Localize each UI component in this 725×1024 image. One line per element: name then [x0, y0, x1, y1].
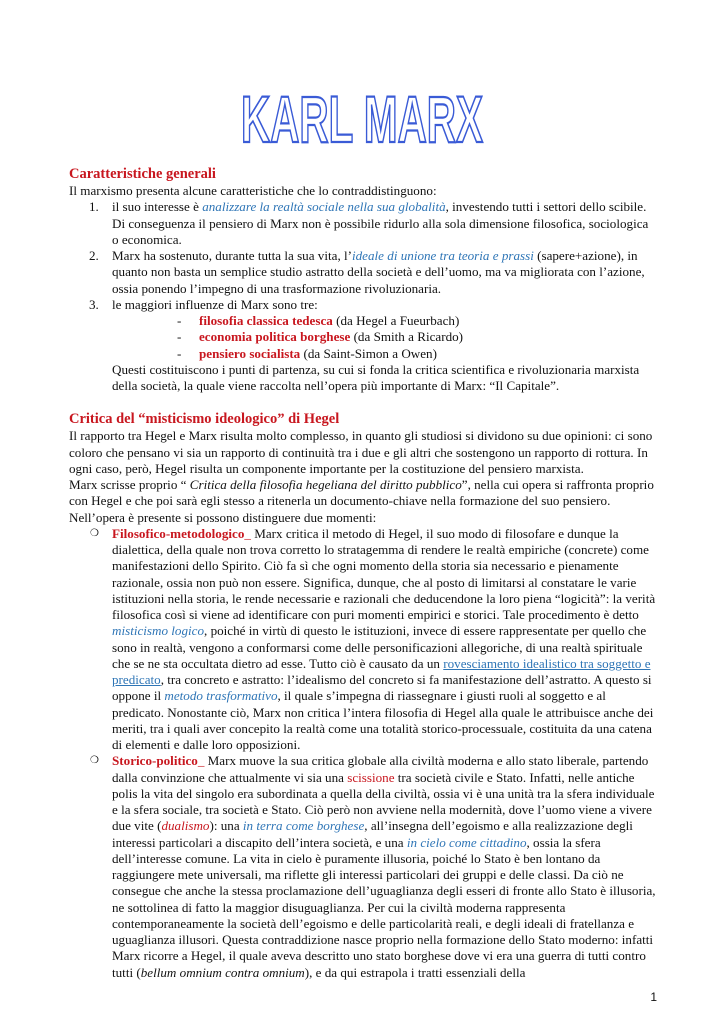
moment-label: Storico-politico	[112, 753, 198, 769]
influence-name: filosofia classica tedesca	[199, 313, 333, 328]
moment-item: ❍ Filosofico-metodologico_ Marx critica il metodo di Hegel, il suo modo di filosofare e dunque la dialettica, della quale non trova corretto lo stratagemma di rendere le realtà empiriche (concrete) come manifestazioni dello Spirito. Ciò fa sì che ogni momento della storia sia necessario e pienamente razionale, ossia non può non essere. Significa, dunque, che al posto di limitarsi al constatare le varie istituzioni nella storia, le rende necessarie e razionali che deducendone la loro piena “logicità”: la verità filosofica così si viene ad identificare con puri momenti empirici e storici. Tale procedimento è detto misticismo logico, poiché in virtù di questo le istituzioni, invece di essere rappresentate per quello che sono in realtà, vengono a conformarsi come delle personificazioni allegoriche, di una realtà spirituale che se ne sta occultata dietro ad esse. Tutto ciò è causato da un rovesciamento idealistico tra soggetto e predicato, tra concreto e astratto: l’idealismo del concreto si fa manifestazione dell’astratto. A questo si oppone il metodo trasformativo, il quale s’impegna di riassegnare i giusti ruoli al soggetto e al predicato. Nonostante ciò, Marx non critica l’intera filosofia di Hegel alla quale le attribuisce anche dei meriti, tra i quali aver concepito la realtà come una totalità storico-processuale, costituita da una catena di elementi e dalle loro opposizioni.	[90, 525, 656, 752]
paragraph: Marx scrisse proprio “ Critica della filosofia hegeliana del diritto pubblico”, nella cui opera si raffronta proprio con Hegel e che poi sarà egli stesso a ritenerla un documento-chiave nella formazione del suo pensiero. Nell’opera è presente si possono distinguere due momenti:	[69, 477, 654, 525]
keyword: dualismo	[161, 818, 210, 834]
influence-item: - economia politica borghese (da Smith a Ricardo)	[177, 329, 464, 345]
moments-list	[69, 526, 657, 981]
influence-name: economia politica borghese	[199, 329, 351, 345]
item-number: 3.	[89, 296, 99, 312]
highlight-text: analizzare la realtà sociale nella sua globalità	[202, 199, 446, 215]
keyword: in cielo come cittadino	[406, 834, 527, 850]
moment-label: Filosofico-metodologico	[112, 525, 245, 541]
page-number: 1	[650, 990, 657, 1004]
bullet-circle-icon: ❍	[90, 527, 99, 539]
paragraph: Il rapporto tra Hegel e Marx risulta molto complesso, in quanto gli studiosi si dividono su due opinioni: ci sono coloro che pensano vi sia un rapporto di continuità tra i due e gli altri che sostengono un rapporto di rottura. In ogni caso, però, Hegel risulta un componente importante per la costituzione del pensiero marxista.	[69, 428, 653, 476]
section-intro: Il marxismo presenta alcune caratteristiche che lo contraddistinguono:	[69, 183, 437, 198]
bullet-circle-icon: ❍	[90, 755, 99, 767]
item-number: 2.	[89, 248, 99, 263]
section-closing: Questi costituiscono i punti di partenza, su cui si fonda la critica scientifica e rivoluzionaria marxista della società, la quale viene raccolta nell’opera più importante di Marx: “Il Capitale”.	[112, 361, 640, 393]
title-wordart	[0, 84, 725, 146]
list-item: 2. Marx ha sostenuto, durante tutta la sua vita, l’ideale di unione tra teoria e prassi (sapere+azione), in quanto non basta un semplice studio astratto della società e dell’uomo, ma va migliorata con l’azione, ossia ponendo l’impegno di una trasformazione rivoluzionaria.	[89, 248, 645, 296]
characteristics-list	[69, 199, 657, 313]
document-body	[69, 166, 657, 981]
section-heading-general: Caratteristiche generali	[69, 166, 216, 182]
moment-item: ❍ Storico-politico_ Marx muove la sua critica globale alla civiltà moderna e allo stato liberale, partendo dalla convinzione che attualmente vi sia una scissione tra società civile e Stato. Infatti, nelle antiche polis la vita del singolo era subordinata a quella della civiltà, ossia vi è una unità tra la sfera individuale e la sfera sociale, tra società e Stato. Ciò però non avviene nella modernità, dove l’uomo viene a vivere due vite (dualismo): una in terra come borghese, all’insegna dell’egoismo e alla realizzazione degli interessi particolari a discapito dell’intera società, e una in cielo come cittadino, ossia la sfera dell’interesse comune. La vita in cielo è puramente illusoria, poiché lo Stato è ben lontano da raggiungere mete universali, ma riflette gli interessi particolari dei gruppi e delle classi. Da ciò ne consegue che anche la stessa proclamazione dell’uguaglianza degli esseri di fronte allo Stato è illusoria, ne sottolinea di fatto la maggior disuguaglianza. Per cui la civiltà moderna rappresenta contemporaneamente la società dell’egoismo e delle particolarità reali, e degli ideali di fratellanza e uguaglianza illusori. Questa contraddizione nasce proprio nella formazione dello Stato moderno: infatti Marx ricorre a Hegel, il quale aveva descritto uno stato borghese dove vi era una guerra di tutti contro tutti (bellum omnium contra omnium), e da qui estrapola i tratti essenziali della	[90, 753, 656, 980]
keyword: scissione	[347, 769, 395, 785]
highlight-text: ideale di unione tra teoria e prassi	[352, 248, 534, 263]
title-text: KARL MARX	[241, 84, 483, 146]
latin-phrase: bellum omnium contra omnium	[140, 964, 305, 980]
keyword: metodo trasformativo	[164, 688, 278, 704]
keyword: in terra come borghese	[242, 818, 365, 834]
influence-item: - pensiero socialista (da Saint-Simon a Owen)	[177, 345, 437, 361]
section-heading-hegel: Critica del “misticismo ideologico” di Hegel	[69, 411, 340, 428]
list-item: 1. il suo interesse è analizzare la realtà sociale nella sua globalità, investendo tutti i settori dello scibile. Di conseguenza il pensiero di Marx non è possibile ridurlo alla sola dimensione filosofica, sociologica o economica.	[89, 199, 649, 247]
keyword-link: rovesciamento idealistico tra soggetto e predicato	[112, 655, 651, 687]
influences-list	[69, 313, 657, 362]
item-number: 1.	[89, 199, 99, 215]
influence-name: pensiero socialista	[199, 345, 301, 361]
work-title: Critica della filosofia hegeliana del diritto pubblico	[189, 477, 462, 492]
keyword: misticismo logico	[112, 623, 205, 639]
influence-item: - filosofia classica tedesca (da Hegel a Fueurbach)	[177, 313, 460, 328]
list-item: 3. le maggiori influenze di Marx sono tre:	[89, 296, 318, 312]
page-title	[0, 84, 725, 146]
